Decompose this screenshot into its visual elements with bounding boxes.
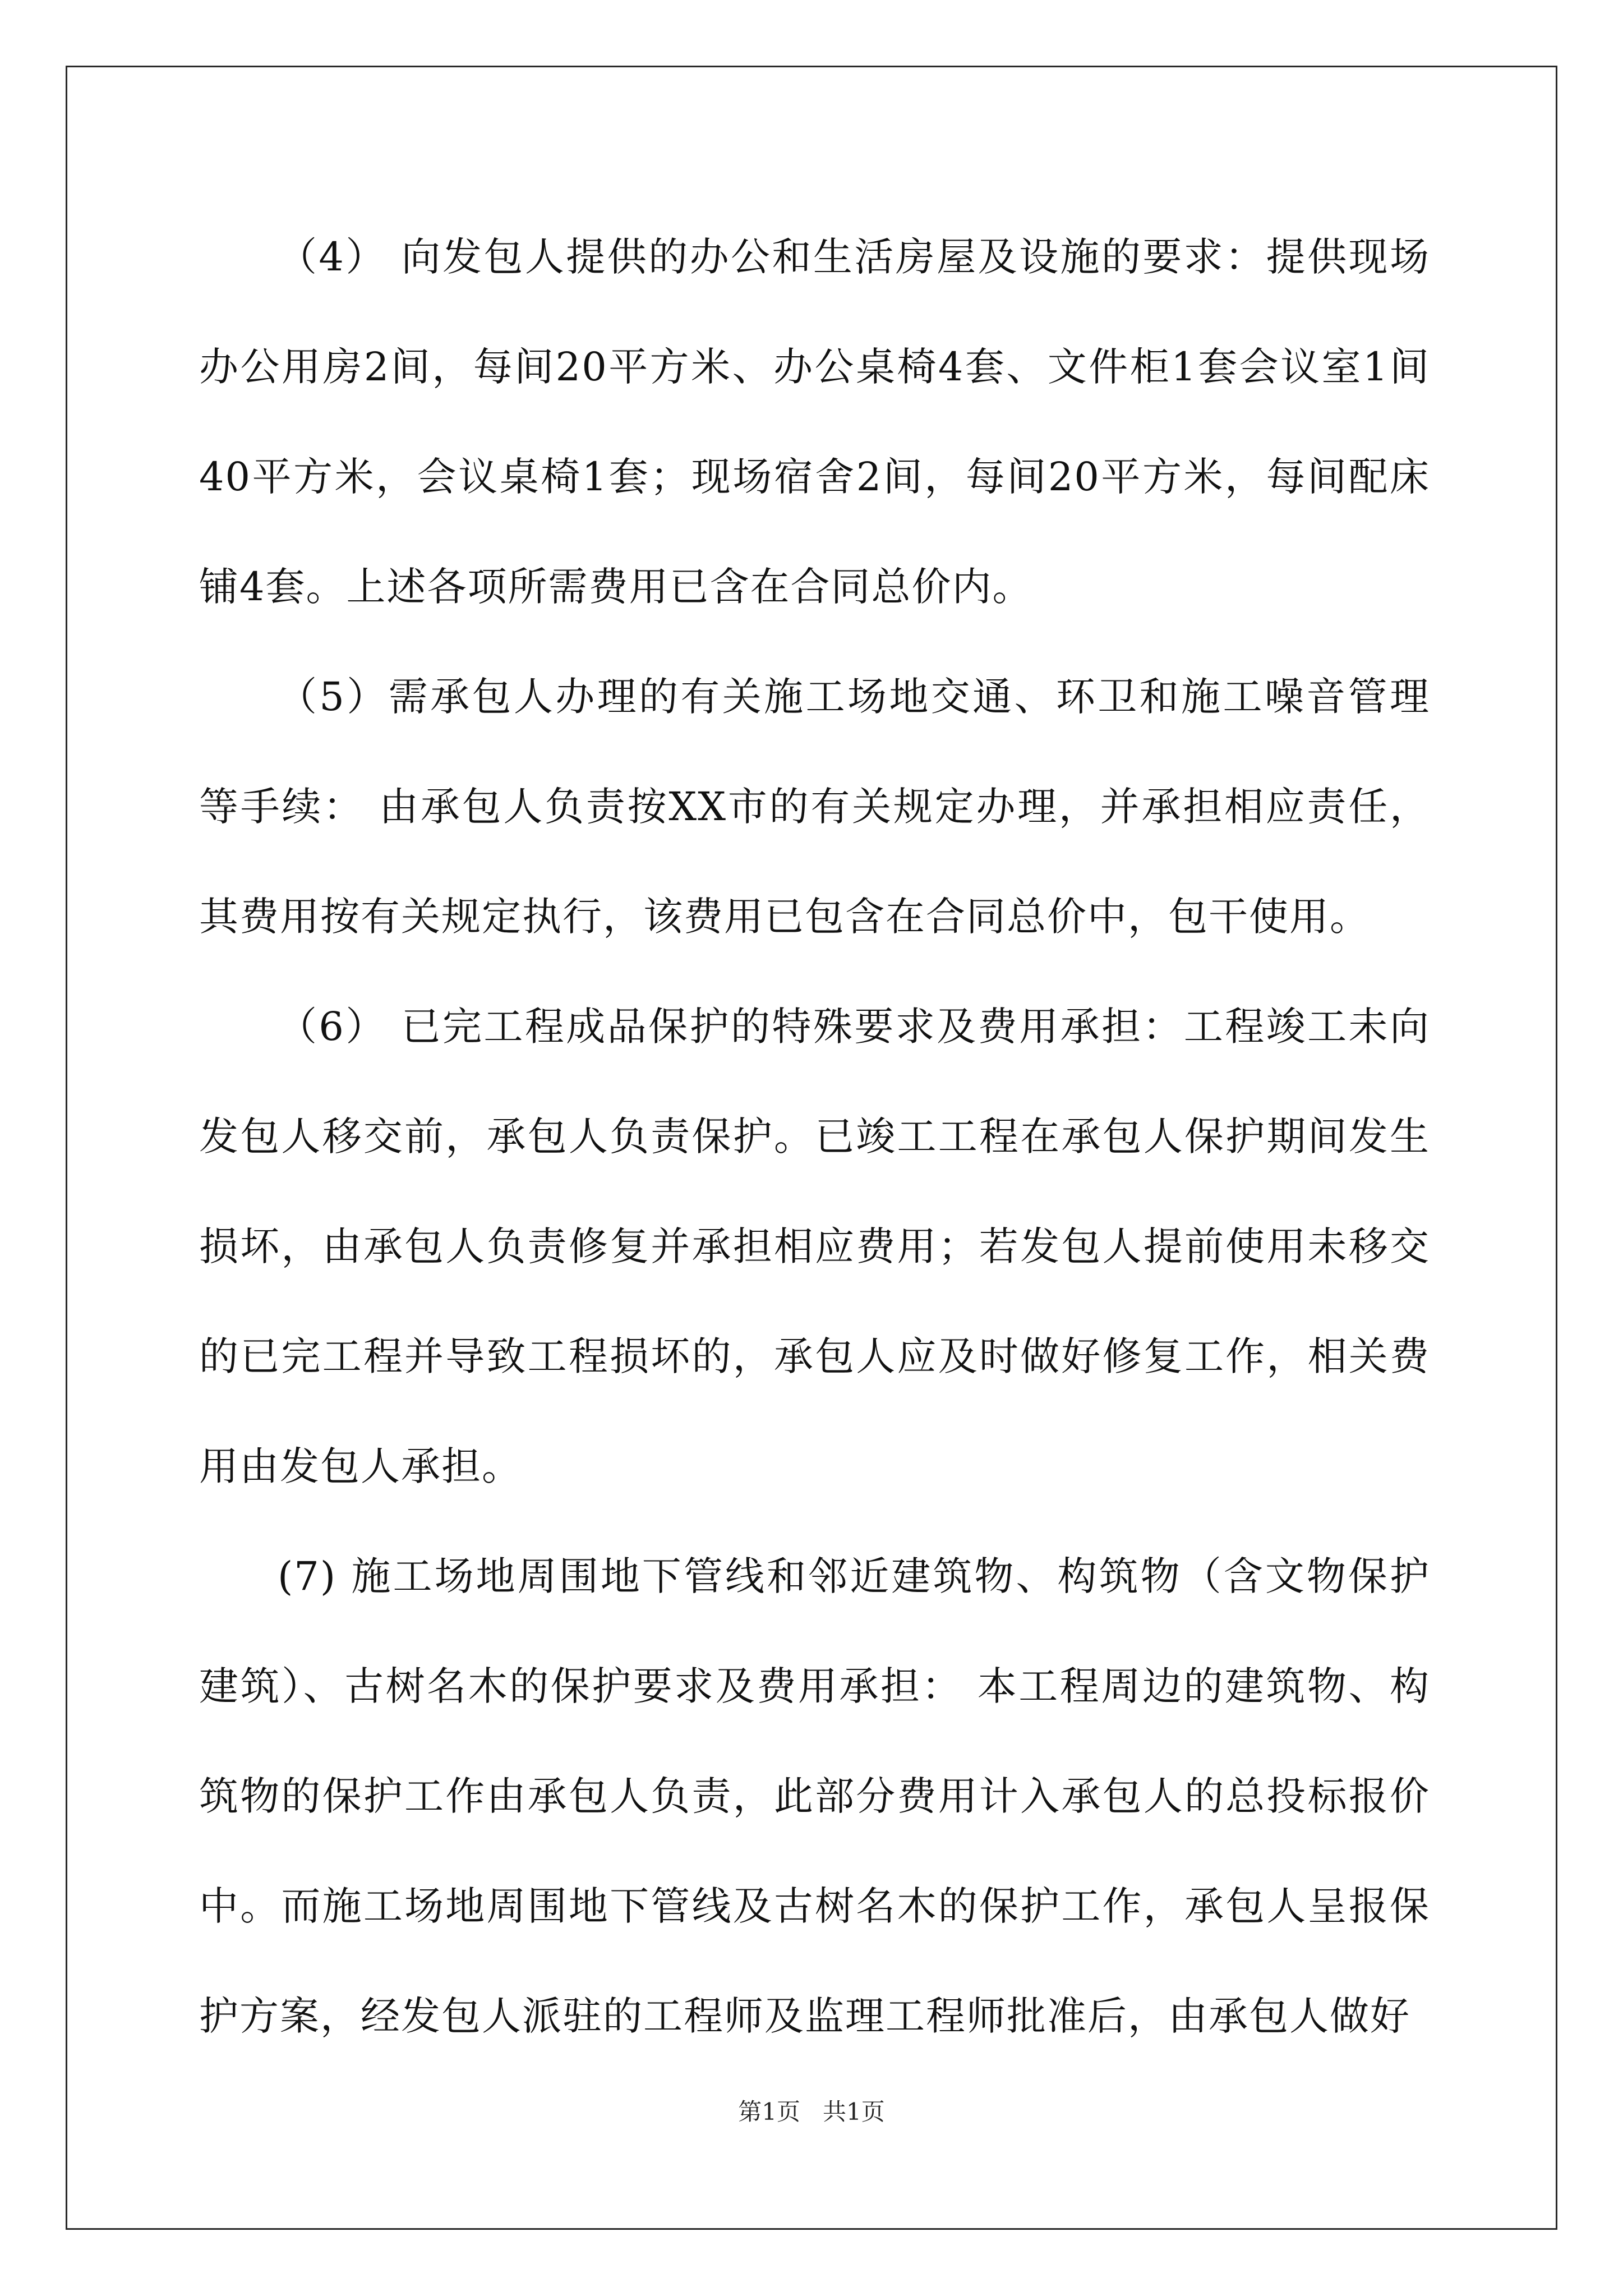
- page-total: 共1页: [823, 2098, 885, 2125]
- paragraph-7: (7) 施工场地周围地下管线和邻近建筑物、构筑物（含文物保护建筑）、古树名木的保护要求及费用承担： 本工程周边的建筑物、构筑物的保护工作由承包人负责，此部分费用计入承包人的总投标报价中。而施工场地周围地下管线及古树名木的保护工作，承包人呈报保护方案，经发包人派驻的工程师及监理工程师批准后，由承包人做好: [199, 1553, 1430, 2039]
- paragraph-4: （4） 向发包人提供的办公和生活房屋及设施的要求：提供现场办公用房2间，每间20平方米、办公桌椅4套、文件柜1套会议室1间40平方米，会议桌椅1套；现场宿舍2间，每间20平方米，每间配床铺4套。上述各项所需费用已含在合同总价内。: [199, 234, 1430, 610]
- paragraph-5: （5）需承包人办理的有关施工场地交通、环卫和施工噪音管理等手续： 由承包人负责按XX市的有关规定办理，并承担相应责任，其费用按有关规定执行，该费用已包含在合同总价中，包干使用。: [199, 674, 1430, 940]
- paragraph-6: （6） 已完工程成品保护的特殊要求及费用承担：工程竣工未向发包人移交前，承包人负责保护。已竣工工程在承包人保护期间发生损坏，由承包人负责修复并承担相应费用；若发包人提前使用未移交的已完工程并导致工程损坏的，承包人应及时做好修复工作，相关费用由发包人承担。: [199, 1004, 1430, 1489]
- document-body: [199, 202, 1430, 2071]
- page-number: 第1页: [738, 2098, 800, 2125]
- page-footer: [0, 2095, 1623, 2129]
